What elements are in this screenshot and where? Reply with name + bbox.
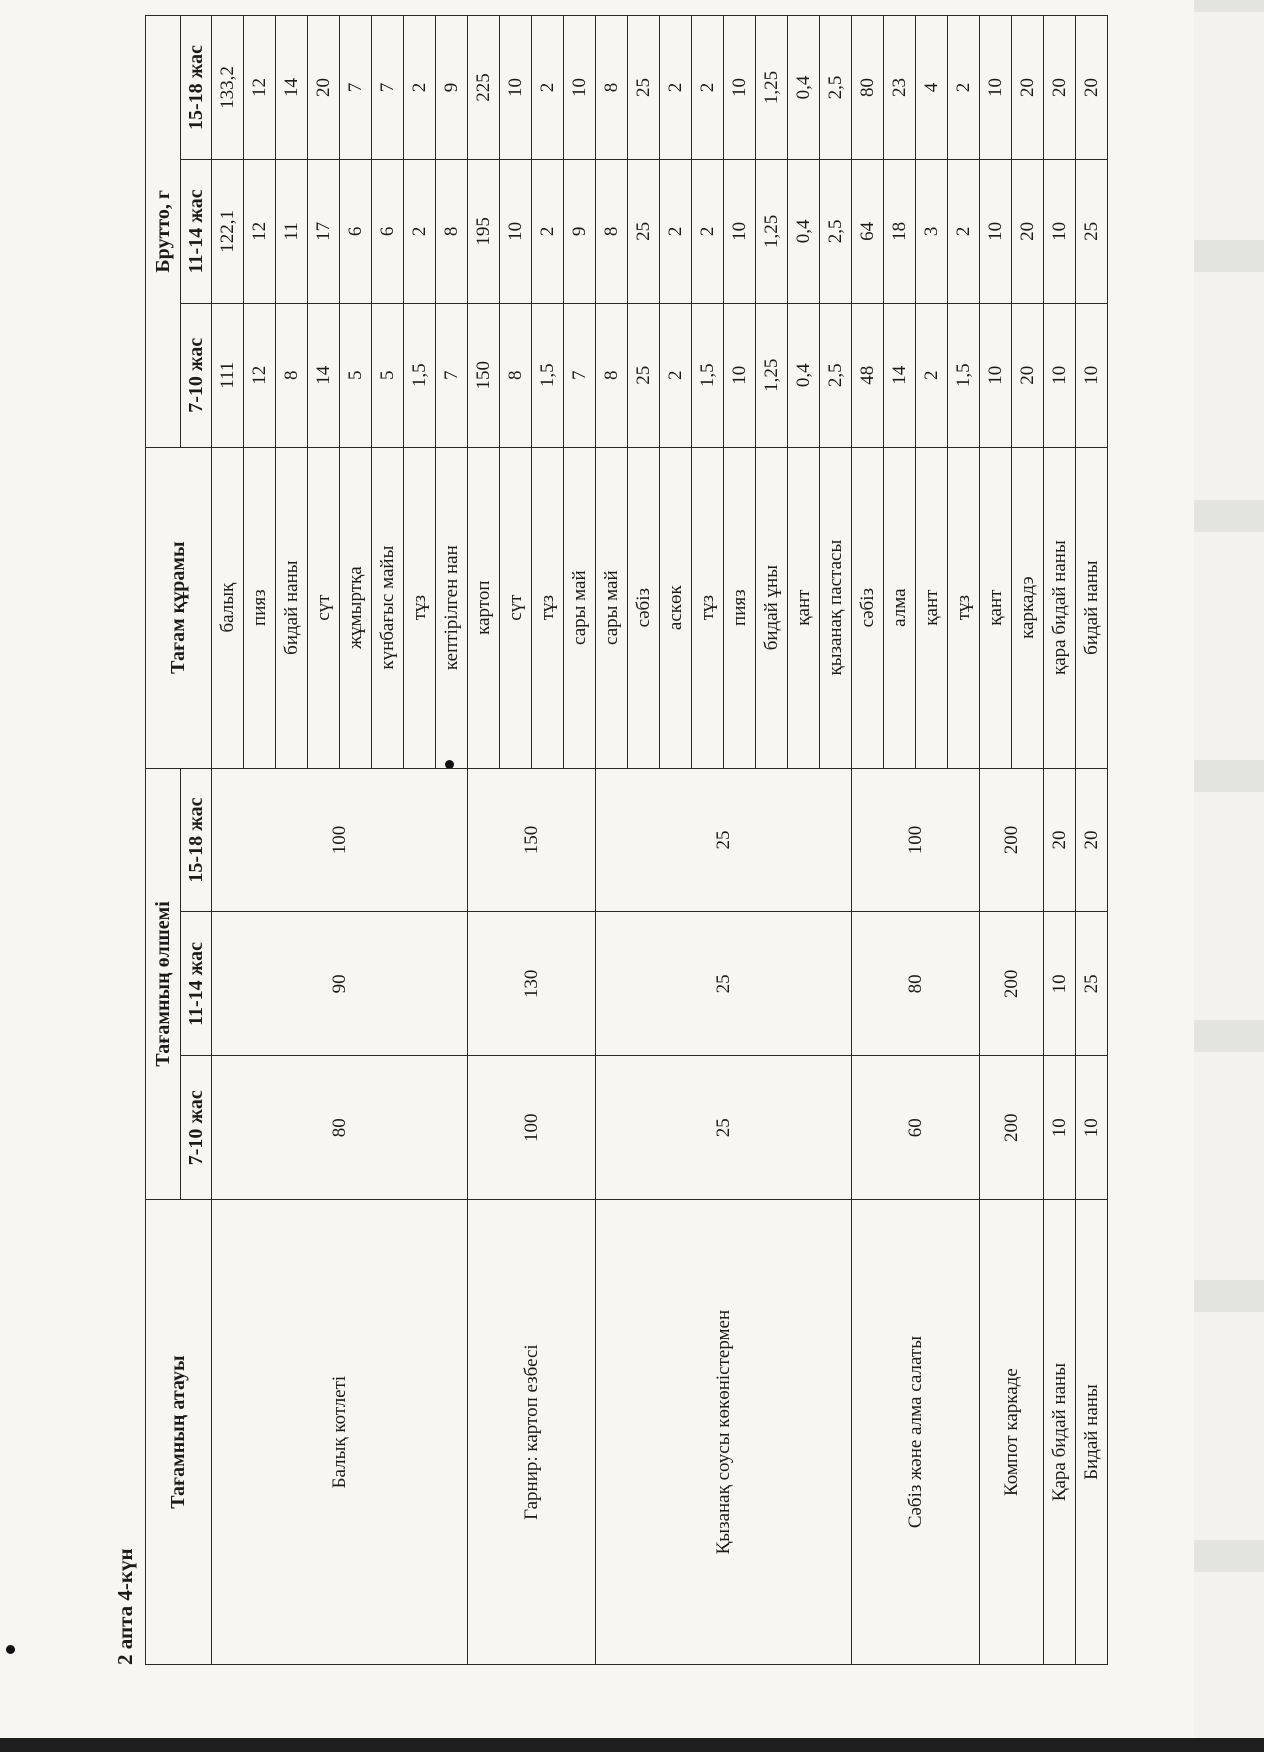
brutto-value: 10 bbox=[980, 303, 1012, 447]
brutto-value: 2,5 bbox=[820, 16, 852, 160]
brutto-value: 2 bbox=[532, 16, 564, 160]
ingredient-name: алма bbox=[884, 447, 916, 768]
brutto-value: 9 bbox=[564, 159, 596, 303]
brutto-value: 0,4 bbox=[788, 16, 820, 160]
portion-value: 100 bbox=[852, 768, 980, 912]
brutto-value: 11 bbox=[276, 159, 308, 303]
brutto-value: 1,5 bbox=[692, 303, 724, 447]
brutto-value: 225 bbox=[468, 16, 500, 160]
menu-table bbox=[145, 15, 1108, 1665]
header-age-portion: 15-18 жас bbox=[181, 768, 212, 912]
header-age-brutto: 15-18 жас bbox=[181, 16, 212, 160]
brutto-value: 10 bbox=[724, 159, 756, 303]
brutto-value: 64 bbox=[852, 159, 884, 303]
brutto-value: 20 bbox=[1044, 16, 1076, 160]
portion-value: 25 bbox=[596, 1056, 852, 1200]
ingredient-name: қант bbox=[980, 447, 1012, 768]
brutto-value: 20 bbox=[1012, 303, 1044, 447]
brutto-value: 18 bbox=[884, 159, 916, 303]
brutto-value: 10 bbox=[724, 303, 756, 447]
header-age-brutto: 11-14 жас bbox=[181, 159, 212, 303]
brutto-value: 25 bbox=[628, 303, 660, 447]
brutto-value: 7 bbox=[372, 16, 404, 160]
brutto-value: 0,4 bbox=[788, 159, 820, 303]
portion-value: 200 bbox=[980, 768, 1044, 912]
brutto-value: 5 bbox=[340, 303, 372, 447]
table-row bbox=[1044, 16, 1076, 1665]
brutto-value: 111 bbox=[212, 303, 244, 447]
portion-value: 80 bbox=[212, 1056, 468, 1200]
header-dish-name: Тағамның атауы bbox=[146, 1200, 212, 1665]
brutto-value: 1,5 bbox=[948, 303, 980, 447]
ingredient-name: пияз bbox=[244, 447, 276, 768]
brutto-value: 1,25 bbox=[756, 159, 788, 303]
ingredient-name: күнбағыс майы bbox=[372, 447, 404, 768]
brutto-value: 8 bbox=[596, 159, 628, 303]
ingredient-name: тұз bbox=[532, 447, 564, 768]
ingredient-name: тұз bbox=[948, 447, 980, 768]
brutto-value: 2 bbox=[404, 16, 436, 160]
brutto-value: 10 bbox=[500, 159, 532, 303]
brutto-value: 10 bbox=[1044, 159, 1076, 303]
header-composition: Тағам құрамы bbox=[146, 447, 212, 768]
brutto-value: 2 bbox=[948, 159, 980, 303]
ingredient-name: бидай ұны bbox=[756, 447, 788, 768]
dish-name: Қара бидай наны bbox=[1044, 1200, 1076, 1665]
ingredient-name: аскөк bbox=[660, 447, 692, 768]
ingredient-name: картоп bbox=[468, 447, 500, 768]
table-row bbox=[596, 16, 628, 1665]
table-row bbox=[852, 16, 884, 1665]
brutto-value: 2 bbox=[404, 159, 436, 303]
brutto-value: 20 bbox=[1012, 159, 1044, 303]
brutto-value: 12 bbox=[244, 159, 276, 303]
brutto-value: 3 bbox=[916, 159, 948, 303]
ingredient-name: кептірілген нан bbox=[436, 447, 468, 768]
portion-value: 60 bbox=[852, 1056, 980, 1200]
header-age-brutto: 7-10 жас bbox=[181, 303, 212, 447]
brutto-value: 7 bbox=[564, 303, 596, 447]
brutto-value: 2 bbox=[660, 303, 692, 447]
brutto-value: 6 bbox=[372, 159, 404, 303]
ingredient-name: сәбіз bbox=[852, 447, 884, 768]
menu-body bbox=[212, 16, 1108, 1665]
portion-value: 20 bbox=[1044, 768, 1076, 912]
brutto-value: 1,25 bbox=[756, 16, 788, 160]
brutto-value: 2 bbox=[660, 16, 692, 160]
brutto-value: 2 bbox=[948, 16, 980, 160]
brutto-value: 20 bbox=[1012, 16, 1044, 160]
header-brutto: Брутто, г bbox=[146, 16, 181, 448]
brutto-value: 1,5 bbox=[404, 303, 436, 447]
portion-value: 25 bbox=[1076, 912, 1108, 1056]
portion-value: 25 bbox=[596, 768, 852, 912]
header-portion: Тағамның өлшемі bbox=[146, 768, 181, 1200]
ingredient-name: қара бидай наны bbox=[1044, 447, 1076, 768]
portion-value: 90 bbox=[212, 912, 468, 1056]
brutto-value: 25 bbox=[628, 159, 660, 303]
brutto-value: 10 bbox=[500, 16, 532, 160]
ingredient-name: каркадэ bbox=[1012, 447, 1044, 768]
portion-value: 200 bbox=[980, 1056, 1044, 1200]
brutto-value: 133,2 bbox=[212, 16, 244, 160]
brutto-value: 14 bbox=[308, 303, 340, 447]
page-title: 2 апта 4-күн bbox=[113, 1548, 137, 1665]
brutto-value: 10 bbox=[724, 16, 756, 160]
brutto-value: 9 bbox=[436, 16, 468, 160]
brutto-value: 48 bbox=[852, 303, 884, 447]
ingredient-name: тұз bbox=[692, 447, 724, 768]
header-age-portion: 7-10 жас bbox=[181, 1056, 212, 1200]
brutto-value: 1,25 bbox=[756, 303, 788, 447]
brutto-value: 150 bbox=[468, 303, 500, 447]
ingredient-name: сүт bbox=[500, 447, 532, 768]
brutto-value: 2,5 bbox=[820, 303, 852, 447]
brutto-value: 2 bbox=[692, 159, 724, 303]
portion-value: 80 bbox=[852, 912, 980, 1056]
brutto-value: 8 bbox=[596, 16, 628, 160]
portion-value: 25 bbox=[596, 912, 852, 1056]
ingredient-name: бидай наны bbox=[1076, 447, 1108, 768]
table-row bbox=[980, 16, 1012, 1665]
brutto-value: 23 bbox=[884, 16, 916, 160]
brutto-value: 7 bbox=[340, 16, 372, 160]
ingredient-name: сәбіз bbox=[628, 447, 660, 768]
brutto-value: 122,1 bbox=[212, 159, 244, 303]
brutto-value: 20 bbox=[1076, 16, 1108, 160]
table-row bbox=[212, 16, 244, 1665]
rotated-sheet bbox=[110, 15, 1100, 1665]
brutto-value: 20 bbox=[308, 16, 340, 160]
dish-name: Гарнир: картоп езбесі bbox=[468, 1200, 596, 1665]
brutto-value: 14 bbox=[884, 303, 916, 447]
brutto-value: 2 bbox=[532, 159, 564, 303]
portion-value: 20 bbox=[1076, 768, 1108, 912]
brutto-value: 195 bbox=[468, 159, 500, 303]
ingredient-name: сүт bbox=[308, 447, 340, 768]
brutto-value: 1,5 bbox=[532, 303, 564, 447]
brutto-value: 4 bbox=[916, 16, 948, 160]
scan-edge-bottom bbox=[0, 1738, 1264, 1752]
scan-dot bbox=[6, 1645, 15, 1654]
dish-name: Сәбіз және алма салаты bbox=[852, 1200, 980, 1665]
brutto-value: 10 bbox=[1076, 303, 1108, 447]
ingredient-name: жұмыртқа bbox=[340, 447, 372, 768]
brutto-value: 14 bbox=[276, 16, 308, 160]
brutto-value: 17 bbox=[308, 159, 340, 303]
portion-value: 100 bbox=[468, 1056, 596, 1200]
portion-value: 200 bbox=[980, 912, 1044, 1056]
ingredient-name: бидай наны bbox=[276, 447, 308, 768]
table-row bbox=[1076, 16, 1108, 1665]
table-row bbox=[468, 16, 500, 1665]
brutto-value: 5 bbox=[372, 303, 404, 447]
brutto-value: 25 bbox=[628, 16, 660, 160]
ingredient-name: сары май bbox=[564, 447, 596, 768]
brutto-value: 2,5 bbox=[820, 159, 852, 303]
brutto-value: 2 bbox=[660, 159, 692, 303]
dish-name: Балық котлеті bbox=[212, 1200, 468, 1665]
brutto-value: 10 bbox=[980, 16, 1012, 160]
brutto-value: 8 bbox=[596, 303, 628, 447]
dish-name: Қызанақ соусы көкөністермен bbox=[596, 1200, 852, 1665]
brutto-value: 80 bbox=[852, 16, 884, 160]
portion-value: 100 bbox=[212, 768, 468, 912]
brutto-value: 10 bbox=[564, 16, 596, 160]
scan-edge-right bbox=[1194, 0, 1264, 1752]
ingredient-name: балық bbox=[212, 447, 244, 768]
portion-value: 10 bbox=[1044, 1056, 1076, 1200]
ingredient-name: қызанақ пастасы bbox=[820, 447, 852, 768]
brutto-value: 10 bbox=[980, 159, 1012, 303]
brutto-value: 12 bbox=[244, 16, 276, 160]
brutto-value: 7 bbox=[436, 303, 468, 447]
ingredient-name: пияз bbox=[724, 447, 756, 768]
dish-name: Бидай наны bbox=[1076, 1200, 1108, 1665]
brutto-value: 12 bbox=[244, 303, 276, 447]
brutto-value: 25 bbox=[1076, 159, 1108, 303]
brutto-value: 10 bbox=[1044, 303, 1076, 447]
brutto-value: 2 bbox=[916, 303, 948, 447]
ingredient-name: қант bbox=[788, 447, 820, 768]
ingredient-name: қант bbox=[916, 447, 948, 768]
ingredient-name: сары май bbox=[596, 447, 628, 768]
ingredient-name: тұз bbox=[404, 447, 436, 768]
portion-value: 10 bbox=[1044, 912, 1076, 1056]
portion-value: 10 bbox=[1076, 1056, 1108, 1200]
brutto-value: 2 bbox=[692, 16, 724, 160]
brutto-value: 8 bbox=[276, 303, 308, 447]
brutto-value: 8 bbox=[436, 159, 468, 303]
portion-value: 150 bbox=[468, 768, 596, 912]
header-age-portion: 11-14 жас bbox=[181, 912, 212, 1056]
brutto-value: 8 bbox=[500, 303, 532, 447]
brutto-value: 0,4 bbox=[788, 303, 820, 447]
dish-name: Компот каркаде bbox=[980, 1200, 1044, 1665]
brutto-value: 6 bbox=[340, 159, 372, 303]
portion-value: 130 bbox=[468, 912, 596, 1056]
